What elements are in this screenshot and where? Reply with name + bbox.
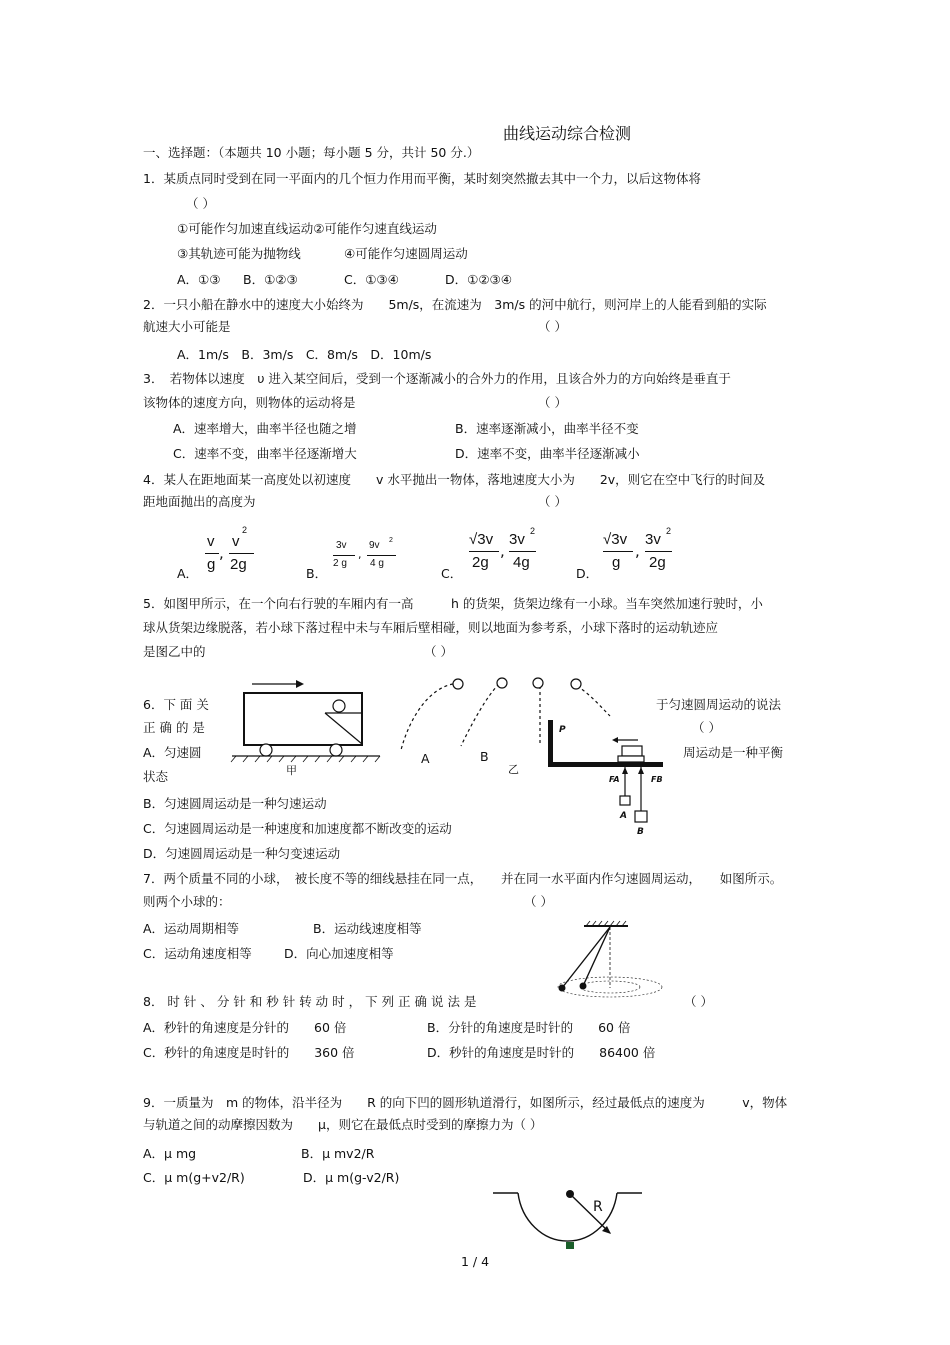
question-4-stem: 距地面抛出的高度为	[143, 494, 256, 509]
answer-paren: （ ）	[692, 720, 721, 735]
answer-paren: （ ）	[684, 994, 713, 1009]
answer-paren: （ ）	[538, 395, 567, 410]
option-a: 状态	[143, 769, 169, 784]
option-b: B．μ mv2/R	[301, 1146, 375, 1161]
question-5-stem: 球从货架边缘脱落，若小球下落过程中未与车厢后壁相碰，则以地面为参考系，小球下落时的运动轨迹应	[143, 620, 719, 635]
question-6-stem: 于匀速圆周运动的说法	[656, 697, 782, 712]
page-number: 1 / 4	[461, 1254, 490, 1269]
figure-yi-label: 乙	[508, 763, 519, 776]
option-b: B．①②③	[243, 272, 298, 287]
statement: ④可能作匀速圆周运动	[344, 246, 468, 261]
option-d: D．μ m(g-v2/R)	[303, 1170, 400, 1185]
question-9-stem: 9．一质量为 m 的物体，沿半径为 R 的向下凹的圆形轨道滑行，如图所示，经过最低点的速度为 v，物体	[143, 1095, 788, 1110]
label-mass-b: B	[637, 827, 644, 837]
option-c: C．匀速圆周运动是一种速度和加速度都不断改变的运动	[143, 821, 452, 836]
option-a: A．秒针的角速度是分针的 60 倍	[143, 1020, 347, 1035]
label-mass-a: A	[620, 811, 627, 821]
answer-paren: （ ）	[186, 196, 215, 211]
options: A．1m/s B．3m/s C．8m/s D．10m/s	[177, 347, 432, 362]
option-a: A．匀速圆	[143, 745, 202, 760]
section-header: 一、选择题：（本题共 10 小题；每小题 5 分，共计 50 分.）	[143, 145, 480, 160]
option-d: D．①②③④	[445, 272, 512, 287]
question-8-stem: 8． 时 针 、 分 针 和 秒 针 转 动 时 ， 下 列 正 确 说 法 是	[143, 994, 477, 1009]
option-d-label: D．	[576, 566, 599, 581]
comma: ,	[358, 548, 362, 561]
question-4-stem: 4．某人在距地面某一高度处以初速度 v 水平抛出一物体，落地速度大小为 2v，则它在空中飞行的时间及	[143, 472, 766, 487]
figure-circular-track	[490, 1185, 650, 1257]
label-fa: FA	[609, 775, 620, 784]
question-9-stem: 与轨道之间的动摩擦因数为 μ，则它在最低点时受到的摩擦力为（ ）	[143, 1117, 543, 1132]
comma: ,	[500, 542, 505, 560]
question-7-stem: 则两个小球的：	[143, 894, 231, 909]
option-d: D．向心加速度相等	[284, 946, 394, 961]
question-2-stem: 2．一只小船在静水中的速度大小始终为 5m/s，在流速为 3m/s 的河中航行，则河岸上的人能看到船的实际	[143, 297, 767, 312]
option-b: B．运动线速度相等	[313, 921, 422, 936]
question-5-stem: 是图乙中的	[143, 644, 206, 659]
figure-conical-pendulum	[540, 920, 670, 1000]
option-b: B．匀速圆周运动是一种匀速运动	[143, 796, 327, 811]
option-c: C．运动角速度相等	[143, 946, 252, 961]
option-a: A．速率增大，曲率半径也随之增	[173, 421, 357, 436]
answer-paren: （ ）	[524, 894, 553, 909]
option-c: C．秒针的角速度是时针的 360 倍	[143, 1045, 355, 1060]
option-c: C．μ m(g+v2/R)	[143, 1170, 245, 1185]
option-b: B．速率逐渐减小，曲率半径不变	[455, 421, 639, 436]
option-b-label: B．	[306, 566, 328, 581]
statement: ③其轨迹可能为抛物线	[177, 246, 301, 261]
question-6-stem: 6．下 面 关	[143, 697, 209, 712]
answer-paren: （ ）	[538, 494, 567, 509]
page-title: 曲线运动综合检测	[503, 124, 632, 143]
option-b: B．分针的角速度是时针的 60 倍	[427, 1020, 631, 1035]
trajectory-b-label: B	[480, 749, 489, 764]
question-5-stem: 5．如图甲所示，在一个向右行驶的车厢内有一高 h 的货架，货架边缘有一小球。当车突然加速行驶时，小	[143, 596, 763, 611]
label-fb: FB	[651, 775, 663, 784]
option-a: A．运动周期相等	[143, 921, 240, 936]
figure-jia-car	[228, 676, 388, 776]
label-p: P	[559, 725, 566, 735]
statement: ①可能作匀加速直线运动②可能作匀速直线运动	[177, 221, 437, 236]
question-6-stem: 正 确 的 是	[143, 720, 205, 735]
option-d: D．匀速圆周运动是一种匀变速运动	[143, 846, 341, 861]
option-c-label: C．	[441, 566, 463, 581]
option-c: C．速率不变，曲率半径逐渐增大	[173, 446, 357, 461]
question-7-stem: 7．两个质量不同的小球， 被长度不等的细线悬挂在同一点， 并在同一水平面内作匀速圆周运动， 如图所示。	[143, 871, 783, 886]
comma: ,	[635, 542, 640, 560]
option-a: 周运动是一种平衡	[683, 745, 784, 760]
option-d: D．秒针的角速度是时针的 86400 倍	[427, 1045, 656, 1060]
question-3-stem: 3． 若物体以速度 υ 进入某空间后，受到一个逐渐减小的合外力的作用，且该合外力的方向始终是垂直于	[143, 371, 731, 386]
radius-label: R	[593, 1199, 603, 1215]
answer-paren: （ ）	[424, 644, 453, 659]
option-a: A．μ mg	[143, 1146, 197, 1161]
trajectory-a-label: A	[421, 751, 430, 766]
figure-jia-label: 甲	[286, 764, 297, 777]
answer-paren: （ ）	[538, 319, 567, 334]
question-2-stem: 航速大小可能是	[143, 319, 231, 334]
option-a-label: A．	[177, 566, 199, 581]
question-1-stem: 1．某质点同时受到在同一平面内的几个恒力作用而平衡，某时刻突然撤去其中一个力，以后这物体将	[143, 171, 701, 186]
option-d: D．速率不变，曲率半径逐渐减小	[455, 446, 640, 461]
question-3-stem: 该物体的速度方向，则物体的运动将是	[143, 395, 356, 410]
option-c: C．①③④	[344, 272, 399, 287]
option-a: A．①③	[177, 272, 221, 287]
comma: ,	[219, 544, 224, 562]
